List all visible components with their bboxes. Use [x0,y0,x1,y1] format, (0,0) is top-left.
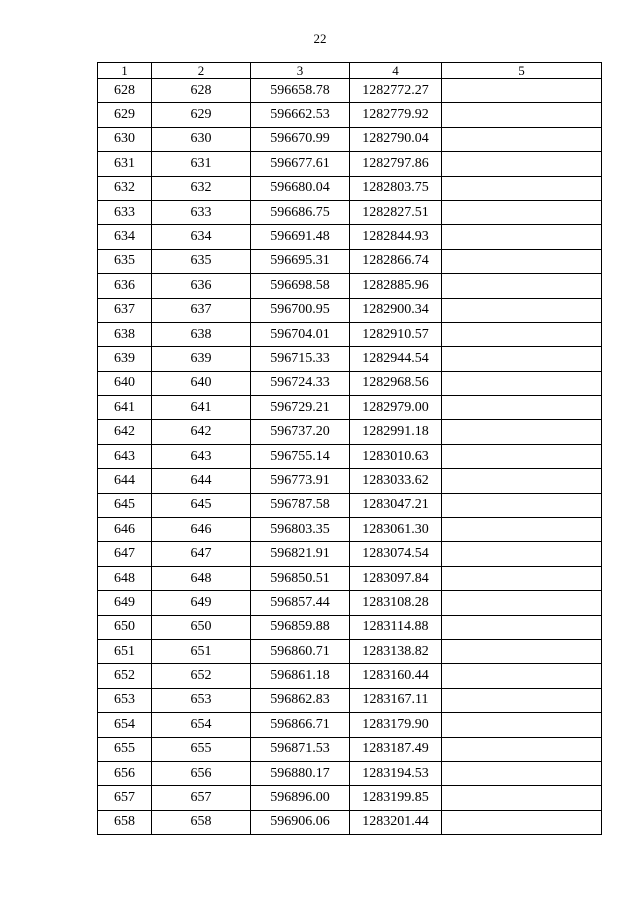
column-header: 4 [350,63,442,79]
table-cell: 1282797.86 [350,152,442,176]
table-cell: 649 [98,591,152,615]
table-cell: 645 [98,493,152,517]
table-cell: 650 [98,615,152,639]
table-cell: 596871.53 [251,737,350,761]
table-row [98,713,602,737]
table-cell: 1283138.82 [350,639,442,663]
table-cell: 629 [98,103,152,127]
table-cell: 596906.06 [251,810,350,834]
table-cell: 644 [98,469,152,493]
table-cell: 638 [152,322,251,346]
table-cell [442,176,602,200]
table-cell: 1282991.18 [350,420,442,444]
table-cell: 629 [152,103,251,127]
table-cell: 636 [98,274,152,298]
table-cell: 631 [98,152,152,176]
table-cell: 596662.53 [251,103,350,127]
table-cell: 596773.91 [251,469,350,493]
table-cell [442,200,602,224]
table-cell [442,469,602,493]
table-cell [442,420,602,444]
table-cell: 596880.17 [251,761,350,785]
table-cell: 596861.18 [251,664,350,688]
table-cell: 639 [152,347,251,371]
table-cell: 1283033.62 [350,469,442,493]
table-cell: 647 [98,542,152,566]
table-cell: 652 [152,664,251,688]
table-row [98,737,602,761]
table-cell: 1283074.54 [350,542,442,566]
table-cell: 596866.71 [251,713,350,737]
table-cell: 1282885.96 [350,274,442,298]
table-cell: 1282944.54 [350,347,442,371]
table-cell: 657 [98,786,152,810]
table-cell: 1282803.75 [350,176,442,200]
table-row [98,786,602,810]
table-cell: 649 [152,591,251,615]
table-cell: 640 [152,371,251,395]
table-cell [442,322,602,346]
table-row [98,274,602,298]
table-row [98,518,602,542]
table-cell: 1283097.84 [350,566,442,590]
table-row [98,152,602,176]
table-cell [442,639,602,663]
table-cell: 596715.33 [251,347,350,371]
table-cell: 1283201.44 [350,810,442,834]
table-cell: 596695.31 [251,249,350,273]
table-row [98,200,602,224]
table-row [98,225,602,249]
table-cell: 596691.48 [251,225,350,249]
table-row [98,420,602,444]
table-cell: 651 [152,639,251,663]
table-cell [442,566,602,590]
table-body [98,79,602,835]
table-cell: 1283061.30 [350,518,442,542]
table-cell [442,737,602,761]
table-cell: 1283010.63 [350,444,442,468]
table-cell: 596698.58 [251,274,350,298]
table-cell: 634 [152,225,251,249]
table-cell: 644 [152,469,251,493]
table-cell: 596704.01 [251,322,350,346]
table-cell: 651 [98,639,152,663]
table-cell: 639 [98,347,152,371]
column-header: 3 [251,63,350,79]
table-row [98,542,602,566]
table-row [98,79,602,103]
table-cell: 596803.35 [251,518,350,542]
table-cell: 652 [98,664,152,688]
table-cell: 1283114.88 [350,615,442,639]
table-row [98,249,602,273]
table-cell: 596680.04 [251,176,350,200]
page-number: 22 [313,31,327,46]
table-cell: 656 [98,761,152,785]
coordinates-table [97,62,602,835]
table-cell: 635 [98,249,152,273]
table-cell: 641 [98,396,152,420]
table-header [98,63,602,79]
table-cell: 1283047.21 [350,493,442,517]
column-header: 5 [442,63,602,79]
table-cell: 654 [98,713,152,737]
table-cell: 658 [152,810,251,834]
table-cell: 596859.88 [251,615,350,639]
column-header: 1 [98,63,152,79]
table-row [98,103,602,127]
table-cell: 596724.33 [251,371,350,395]
table-cell: 632 [152,176,251,200]
table-cell [442,371,602,395]
table-cell [442,274,602,298]
table-cell: 653 [152,688,251,712]
table-cell: 643 [152,444,251,468]
table-cell [442,225,602,249]
table-row [98,322,602,346]
table-cell [442,518,602,542]
header-row [98,63,602,79]
table-cell [442,347,602,371]
table-cell: 637 [152,298,251,322]
table-cell: 643 [98,444,152,468]
table-row [98,371,602,395]
table-cell: 1283167.11 [350,688,442,712]
table-cell: 1283187.49 [350,737,442,761]
table-row [98,493,602,517]
table-cell: 655 [98,737,152,761]
table-cell: 645 [152,493,251,517]
table-cell: 628 [152,79,251,103]
table-cell: 596860.71 [251,639,350,663]
table-row [98,396,602,420]
table-cell: 596700.95 [251,298,350,322]
table-cell [442,664,602,688]
table-cell: 1282844.93 [350,225,442,249]
table-cell [442,542,602,566]
table-cell: 596896.00 [251,786,350,810]
table-cell: 1282866.74 [350,249,442,273]
table-cell [442,615,602,639]
table-cell: 638 [98,322,152,346]
table-cell: 596729.21 [251,396,350,420]
table-row [98,615,602,639]
table-cell [442,810,602,834]
table-cell: 1282827.51 [350,200,442,224]
table-cell: 1283108.28 [350,591,442,615]
table-cell: 596857.44 [251,591,350,615]
table-cell: 646 [98,518,152,542]
table-cell [442,127,602,151]
table-row [98,639,602,663]
table-cell [442,152,602,176]
table-cell: 1283179.90 [350,713,442,737]
table-cell: 653 [98,688,152,712]
table-cell: 637 [98,298,152,322]
table-cell: 655 [152,737,251,761]
table-cell: 642 [98,420,152,444]
table-cell [442,591,602,615]
table-cell [442,493,602,517]
table-cell: 656 [152,761,251,785]
table-cell [442,103,602,127]
table-cell [442,79,602,103]
table-cell: 1283160.44 [350,664,442,688]
table-cell: 641 [152,396,251,420]
table-cell: 648 [98,566,152,590]
table-cell: 635 [152,249,251,273]
table-row [98,664,602,688]
table-cell: 1282772.27 [350,79,442,103]
table-cell: 636 [152,274,251,298]
table-cell [442,786,602,810]
table-cell [442,713,602,737]
table-cell: 596787.58 [251,493,350,517]
table-row [98,566,602,590]
table-row [98,127,602,151]
table-row [98,688,602,712]
table-row [98,469,602,493]
table-cell: 631 [152,152,251,176]
table-cell: 1282910.57 [350,322,442,346]
table-cell: 646 [152,518,251,542]
table-cell: 657 [152,786,251,810]
table-cell [442,688,602,712]
table-cell [442,298,602,322]
table-cell [442,444,602,468]
table-cell: 628 [98,79,152,103]
table-cell [442,761,602,785]
table-cell: 596737.20 [251,420,350,444]
table-cell: 633 [98,200,152,224]
table-cell: 596821.91 [251,542,350,566]
table-row [98,176,602,200]
table-cell: 630 [152,127,251,151]
table-row [98,298,602,322]
table-cell: 632 [98,176,152,200]
table-row [98,761,602,785]
table-cell: 640 [98,371,152,395]
table-cell [442,249,602,273]
table-cell: 596850.51 [251,566,350,590]
table-cell: 596670.99 [251,127,350,151]
table-cell: 654 [152,713,251,737]
table-cell: 658 [98,810,152,834]
table-cell: 1282968.56 [350,371,442,395]
table-cell: 630 [98,127,152,151]
table-cell: 648 [152,566,251,590]
table-cell: 1283194.53 [350,761,442,785]
table-cell: 650 [152,615,251,639]
table-cell: 1282979.00 [350,396,442,420]
table-cell: 634 [98,225,152,249]
table-row [98,591,602,615]
table-cell: 642 [152,420,251,444]
column-header: 2 [152,63,251,79]
table-cell: 1282900.34 [350,298,442,322]
table-cell: 647 [152,542,251,566]
table-row [98,444,602,468]
table-cell: 596862.83 [251,688,350,712]
table-cell: 596677.61 [251,152,350,176]
table-cell: 596755.14 [251,444,350,468]
table-cell: 633 [152,200,251,224]
table-cell: 1283199.85 [350,786,442,810]
table-cell: 596658.78 [251,79,350,103]
table-cell [442,396,602,420]
table-cell: 596686.75 [251,200,350,224]
table-row [98,810,602,834]
table-cell: 1282790.04 [350,127,442,151]
table-cell: 1282779.92 [350,103,442,127]
table-row [98,347,602,371]
